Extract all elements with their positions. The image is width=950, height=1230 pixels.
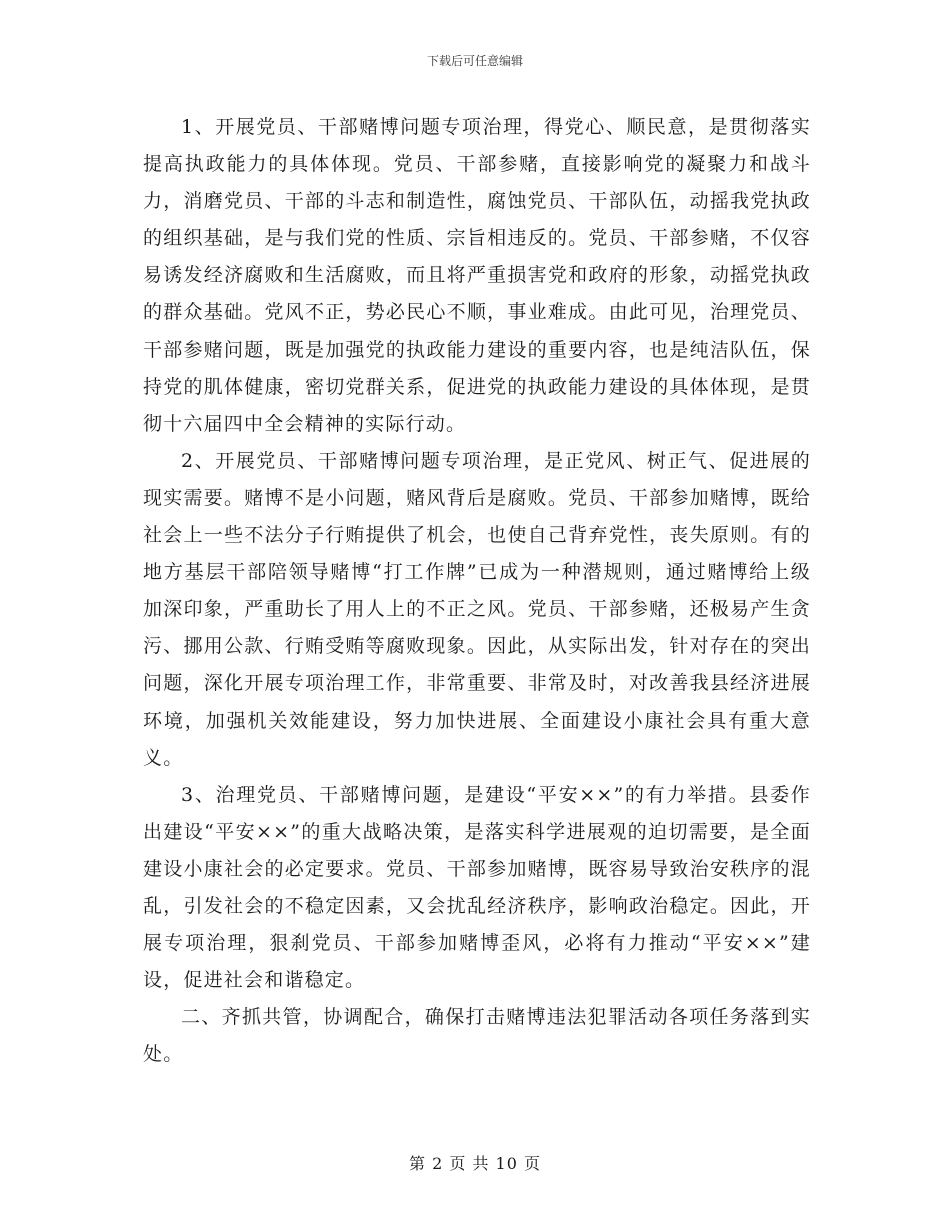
page-number: 第 2 页 共 10 页 [409, 1154, 541, 1173]
header-note: 下载后可任意编辑 [426, 54, 523, 68]
paragraph: 2、开展党员、干部赌博问题专项治理，是正党风、树正气、促进展的现实需要。赌博不是小问题，赌风背后是腐败。党员、干部参加赌博，既给社会上一些不法分子行贿提供了机会，也使自己背弃党性，丧失原则。有的地方基层干部陪领导赌博“打工作牌”已成为一种潜规则，通过赌博给上级加深印象，严重助长了用人上的不正之风。党员、干部参赌，还极易产生贪污、挪用公款、行贿受贿等腐败现象。因此，从实际出发，针对存在的突出问题，深化开展专项治理工作，非常重要、非常及时，对改善我县经济进展环境，加强机关效能建设，努力加快进展、全面建设小康社会具有重大意义。 [143, 449, 811, 769]
section-heading: 二、齐抓共管，协调配合，确保打击赌博违法犯罪活动各项任务落到实处。 [143, 1006, 811, 1066]
paragraph: 1、开展党员、干部赌博问题专项治理，得党心、顺民意，是贯彻落实提高执政能力的具体体现。党员、干部参赌，直接影响党的凝聚力和战斗力，消磨党员、干部的斗志和制造性，腐蚀党员、干部队伍，动摇我党执政的组织基础，是与我们党的性质、宗旨相违反的。党员、干部参赌，不仅容易诱发经济腐败和生活腐败，而且将严重损害党和政府的形象，动摇党执政的群众基础。党风不正，势必民心不顺，事业难成。由此可见，治理党员、干部参赌问题，既是加强党的执政能力建设的重要内容，也是纯洁队伍，保持党的肌体健康，密切党群关系，促进党的执政能力建设的具体体现，是贯彻十六届四中全会精神的实际行动。 [143, 116, 811, 435]
document-body [143, 109, 811, 1073]
paragraph: 3、治理党员、干部赌博问题，是建设“平安××”的有力举措。县委作出建设“平安××”的重大战略决策，是落实科学进展观的迫切需要，是全面建设小康社会的必定要求。党员、干部参加赌博，既容易导致治安秩序的混乱，引发社会的不稳定因素，又会扰乱经济秩序，影响政治稳定。因此，开展专项治理，狠刹党员、干部参加赌博歪风，必将有力推动“平安××”建设，促进社会和谐稳定。 [143, 783, 811, 992]
